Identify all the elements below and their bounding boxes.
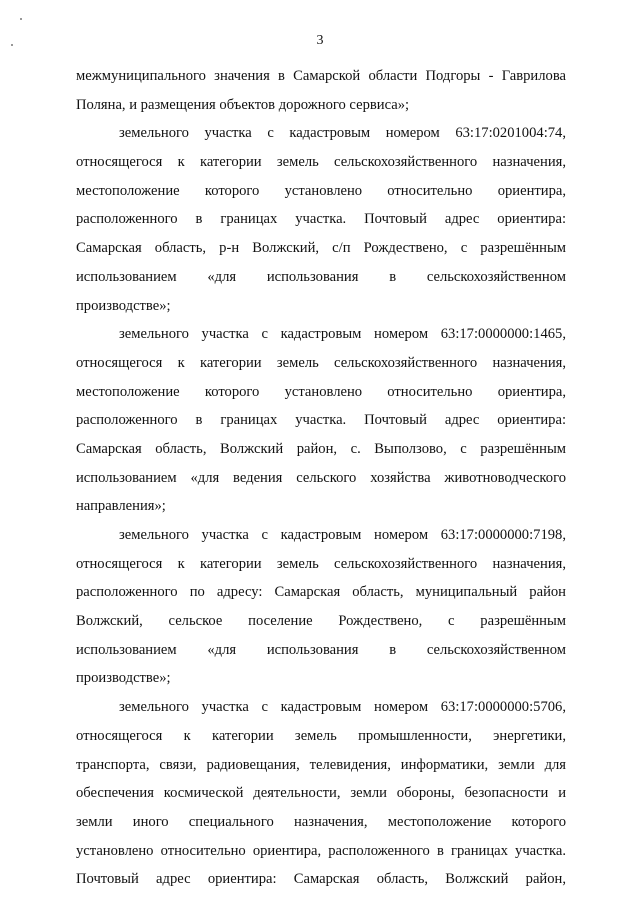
text-line: Волжский, сельское поселение Рождествено, с разрешённым xyxy=(76,613,566,630)
paragraph xyxy=(76,119,566,320)
paragraph xyxy=(76,62,566,119)
text-line: земли иного специального назначения, местоположение которого xyxy=(76,813,566,830)
text-line: Самарская область, р-н Волжский, с/п Рождествено, с разрешённым xyxy=(76,240,566,257)
text-line: производстве»; xyxy=(76,670,171,687)
text-line: местоположение которого установлено относительно ориентира, xyxy=(76,383,566,400)
scan-speck xyxy=(11,44,13,46)
text-line: использованием «для ведения сельского хозяйства животноводческого xyxy=(76,469,566,486)
text-line: транспорта, связи, радиовещания, телевидения, информатики, земли для xyxy=(76,756,566,773)
text-line: использованием «для использования в сельскохозяйственном xyxy=(76,268,566,285)
text-line: расположенного по адресу: Самарская область, муниципальный район xyxy=(76,584,566,601)
text-line: обеспечения космической деятельности, земли обороны, безопасности и xyxy=(76,785,566,802)
text-line: межмуниципального значения в Самарской области Подгоры - Гаврилова xyxy=(76,68,566,84)
text-line: Самарская область, Волжский район, с. Выползово, с разрешённым xyxy=(76,440,566,457)
text-line: земельного участка с кадастровым номером 63:17:0201004:74, xyxy=(119,125,566,142)
paragraph xyxy=(76,693,566,894)
text-line: Поляна, и размещения объектов дорожного сервиса»; xyxy=(76,96,410,113)
paragraph xyxy=(76,521,566,693)
text-line: установлено относительно ориентира, расположенного в границах участка. xyxy=(76,842,566,859)
text-line: производстве»; xyxy=(76,297,171,314)
text-line: относящегося к категории земель сельскохозяйственного назначения, xyxy=(76,354,566,371)
paragraph xyxy=(76,320,566,521)
document-body xyxy=(76,62,566,894)
text-line: Почтовый адрес ориентира: Самарская область, Волжский район, xyxy=(76,871,566,888)
text-line: расположенного в границах участка. Почтовый адрес ориентира: xyxy=(76,412,566,429)
text-line: относящегося к категории земель промышленности, энергетики, xyxy=(76,727,566,744)
text-line: расположенного в границах участка. Почтовый адрес ориентира: xyxy=(76,211,566,228)
text-line: земельного участка с кадастровым номером 63:17:0000000:5706, xyxy=(119,699,566,716)
text-line: относящегося к категории земель сельскохозяйственного назначения, xyxy=(76,154,566,171)
page-number: 3 xyxy=(316,33,324,48)
text-line: направления»; xyxy=(76,498,166,515)
text-line: использованием «для использования в сельскохозяйственном xyxy=(76,641,566,658)
text-line: земельного участка с кадастровым номером 63:17:0000000:1465, xyxy=(119,326,566,343)
text-line: земельного участка с кадастровым номером 63:17:0000000:7198, xyxy=(119,527,566,543)
scan-speck xyxy=(20,18,22,20)
text-line: местоположение которого установлено относительно ориентира, xyxy=(76,182,566,199)
text-line: относящегося к категории земель сельскохозяйственного назначения, xyxy=(76,555,566,572)
